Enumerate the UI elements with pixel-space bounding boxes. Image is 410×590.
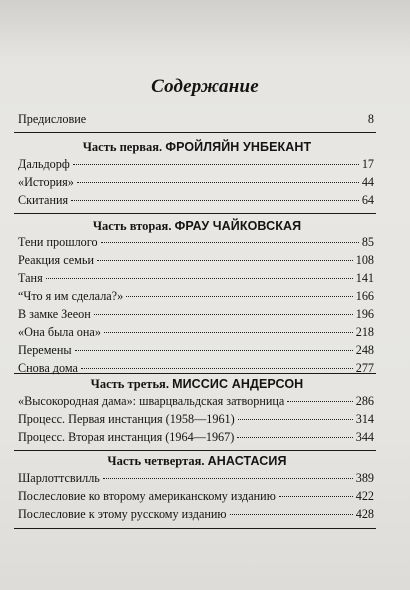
- toc-title: Содержание: [151, 76, 259, 97]
- toc-entry: [18, 305, 374, 323]
- toc-entry-label: «Она была она»: [18, 325, 101, 339]
- section-rule: [14, 373, 376, 374]
- toc-leader: [238, 419, 353, 420]
- toc-entry-page: 17: [361, 157, 374, 171]
- toc-leader: [75, 350, 353, 351]
- toc-entry-page: 85: [361, 235, 374, 249]
- toc-entry: [18, 469, 374, 487]
- toc-entry-preface: [18, 110, 374, 128]
- toc-leader: [89, 119, 365, 120]
- toc-entry-page: 389: [355, 471, 374, 485]
- toc-entry-page: 108: [355, 253, 374, 267]
- toc-entry-page: 166: [355, 289, 374, 303]
- toc-leader: [94, 314, 353, 315]
- toc-entry: [18, 392, 374, 410]
- toc-entry-label: Процесс. Первая инстанция (1958—1961): [18, 412, 235, 426]
- section-rule: [14, 213, 376, 214]
- part-heading-name: ФРОЙЛЯЙН УНБЕКАНТ: [165, 140, 312, 154]
- toc-entry-page: 8: [367, 112, 374, 126]
- part-heading-3: [0, 375, 394, 393]
- part-heading-4: [0, 452, 394, 470]
- toc-entry-label: Шарлоттсвилль: [18, 471, 100, 485]
- toc-entry-page: 248: [355, 343, 374, 357]
- toc-entry-page: 44: [361, 175, 374, 189]
- toc-leader: [101, 242, 359, 243]
- toc-entry-page: 344: [355, 430, 374, 444]
- toc-entry-label: Послесловие ко второму американскому изданию: [18, 489, 276, 503]
- toc-leader: [77, 182, 359, 183]
- toc-entry-label: Дальдорф: [18, 157, 70, 171]
- toc-entry-page: 141: [355, 271, 374, 285]
- part-heading-label: Часть третья.: [90, 377, 169, 391]
- toc-leader: [97, 260, 353, 261]
- toc-entry-page: 286: [355, 394, 374, 408]
- toc-leader: [104, 332, 353, 333]
- toc-leader: [73, 164, 359, 165]
- toc-leader: [237, 437, 352, 438]
- toc-entry-label: “Что я им сделала?»: [18, 289, 124, 303]
- part-heading-name: ФРАУ ЧАЙКОВСКАЯ: [174, 219, 302, 233]
- toc-entry: [18, 323, 374, 341]
- part-heading-label: Часть вторая.: [92, 219, 172, 233]
- toc-entry: [18, 287, 374, 305]
- toc-entry: [18, 487, 374, 505]
- toc-leader: [71, 200, 359, 201]
- toc-entry-label: Таня: [18, 271, 43, 285]
- toc-entry: [18, 269, 374, 287]
- section-rule: [14, 132, 376, 133]
- toc-leader: [103, 478, 353, 479]
- toc-entry-label: «История»: [18, 175, 74, 189]
- toc-entry-label: Реакция семьи: [18, 253, 94, 267]
- toc-leader: [46, 278, 353, 279]
- toc-entry-page: 428: [355, 507, 374, 521]
- toc-entry: [18, 191, 374, 209]
- toc-entry-label: В замке Зеeон: [18, 307, 91, 321]
- toc-entry-label: Тени прошлого: [18, 235, 98, 249]
- toc-entry-label: Снова дома: [18, 361, 78, 375]
- toc-entry-page: 277: [355, 361, 374, 375]
- toc-entry-label: Перемены: [18, 343, 72, 357]
- toc-entry-label: Послесловие к этому русскому изданию: [18, 507, 227, 521]
- toc-entry: [18, 155, 374, 173]
- toc-leader: [287, 401, 352, 402]
- toc-entry: [18, 505, 374, 523]
- part-heading-label: Часть первая.: [82, 140, 163, 154]
- section-rule: [14, 528, 376, 529]
- toc-entry: [18, 428, 374, 446]
- toc-entry-label: Предисловие: [18, 112, 87, 126]
- toc-entry-label: Скитания: [18, 193, 69, 207]
- toc-entry: [18, 410, 374, 428]
- toc-leader: [126, 296, 353, 297]
- toc-entry: [18, 251, 374, 269]
- section-rule: [14, 450, 376, 451]
- part-heading-label: Часть четвертая.: [107, 454, 205, 468]
- toc-entry: [18, 341, 374, 359]
- part-heading-name: АНАСТАСИЯ: [207, 454, 287, 468]
- toc-entry-page: 196: [355, 307, 374, 321]
- toc-leader: [230, 514, 353, 515]
- toc-entry-page: 218: [355, 325, 374, 339]
- toc-entry-label: «Высокородная дама»: шварцвальдская затворница: [18, 394, 285, 408]
- toc-leader: [81, 368, 353, 369]
- page-bleed-through: [0, 0, 410, 60]
- toc-entry-page: 64: [361, 193, 374, 207]
- part-heading-1: [0, 138, 394, 156]
- toc-entry-label: Процесс. Вторая инстанция (1964—1967): [18, 430, 235, 444]
- toc-entry: [18, 233, 374, 251]
- part-heading-name: МИССИС АНДЕРСОН: [172, 377, 304, 391]
- toc-entry-page: 422: [355, 489, 374, 503]
- toc-entry: [18, 173, 374, 191]
- toc-entry-page: 314: [355, 412, 374, 426]
- toc-leader: [279, 496, 353, 497]
